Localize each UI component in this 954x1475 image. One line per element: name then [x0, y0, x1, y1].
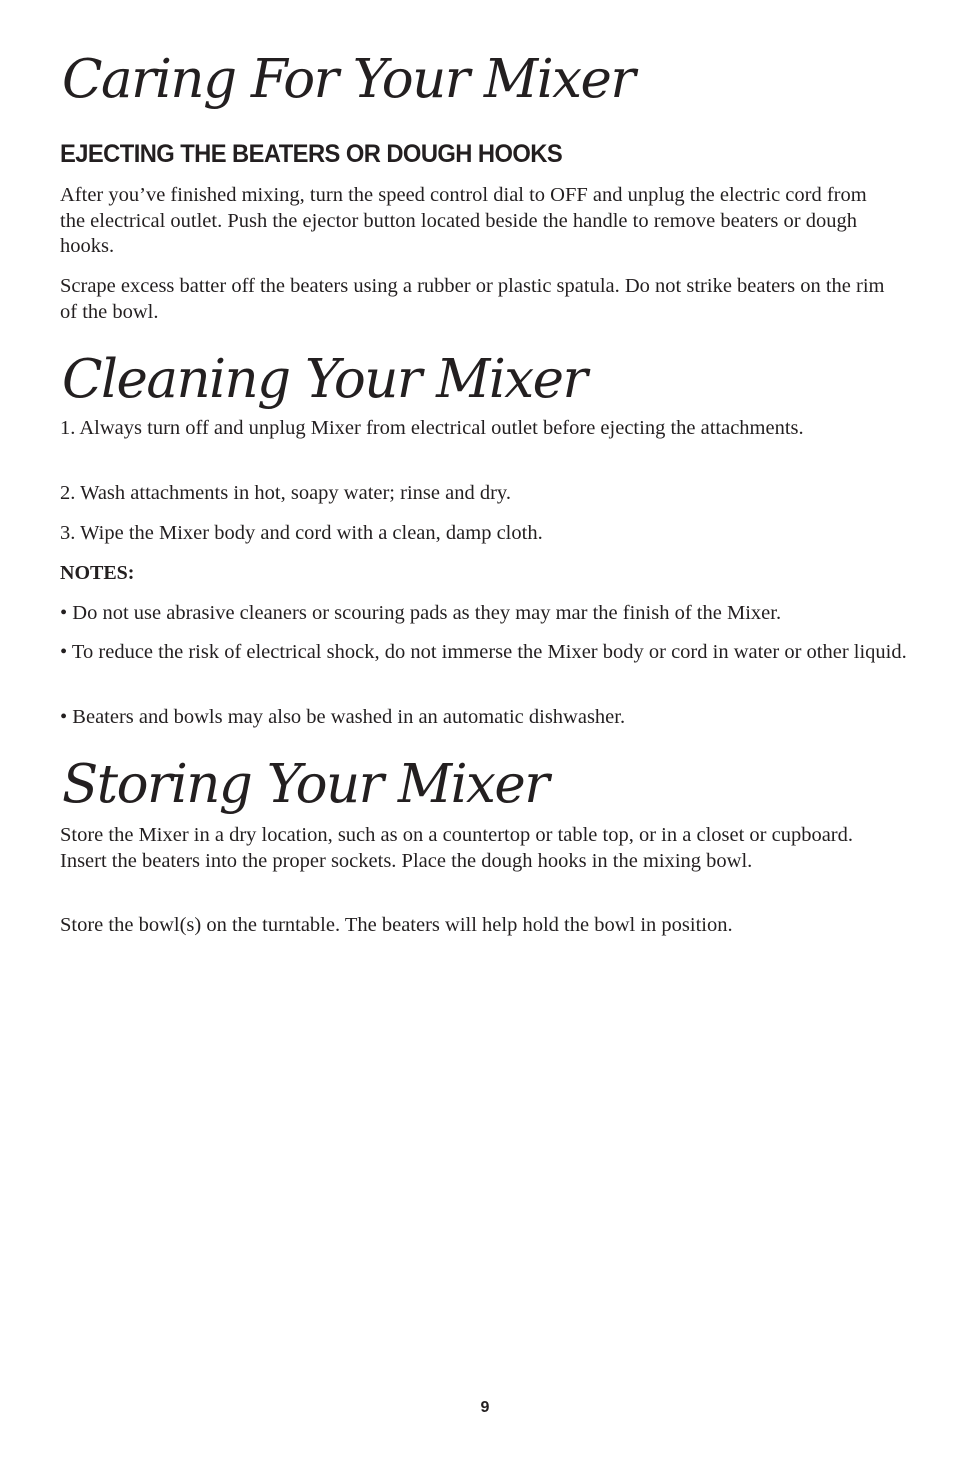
caring-paragraph-1: After you’ve finished mixing, turn the speed control dial to OFF and unplug the electric cord from the electrical outlet. Push the ejector button located beside the handle to remove beaters or dough hooks. — [60, 184, 867, 257]
cleaning-step-2: 2. Wash attachments in hot, soapy water; rinse and dry. — [60, 482, 511, 504]
note-item-3: • Beaters and bowls may also be washed in an automatic dishwasher. — [60, 706, 626, 728]
storing-paragraph-2: Store the bowl(s) on the turntable. The beaters will help hold the bowl in position. — [60, 914, 733, 936]
ejecting-subheading: EJECTING THE BEATERS OR DOUGH HOOKS — [60, 140, 563, 168]
note-item-2: • To reduce the risk of electrical shock, do not immerse the Mixer body or cord in water or other liquid. — [60, 641, 907, 663]
storing-paragraph-1: Store the Mixer in a dry location, such as on a countertop or table top, or in a closet or cupboard. Insert the beaters into the proper sockets. Place the dough hooks in the mixing bowl. — [60, 824, 854, 872]
notes-label: NOTES: — [60, 562, 135, 584]
cleaning-title: Cleaning Your Mixer — [62, 349, 587, 410]
storing-title: Storing Your Mixer — [62, 754, 549, 815]
note-item-1: • Do not use abrasive cleaners or scouring pads as they may mar the finish of the Mixer. — [60, 602, 782, 624]
cleaning-step-3: 3. Wipe the Mixer body and cord with a clean, damp cloth. — [60, 522, 543, 544]
page-number: 9 — [480, 1399, 490, 1416]
caring-title: Caring For Your Mixer — [62, 49, 635, 110]
caring-paragraph-2: Scrape excess batter off the beaters using a rubber or plastic spatula. Do not strike beaters on the rim of the bowl. — [60, 275, 885, 323]
cleaning-step-1: 1. Always turn off and unplug Mixer from electrical outlet before ejecting the attachments. — [60, 417, 804, 439]
